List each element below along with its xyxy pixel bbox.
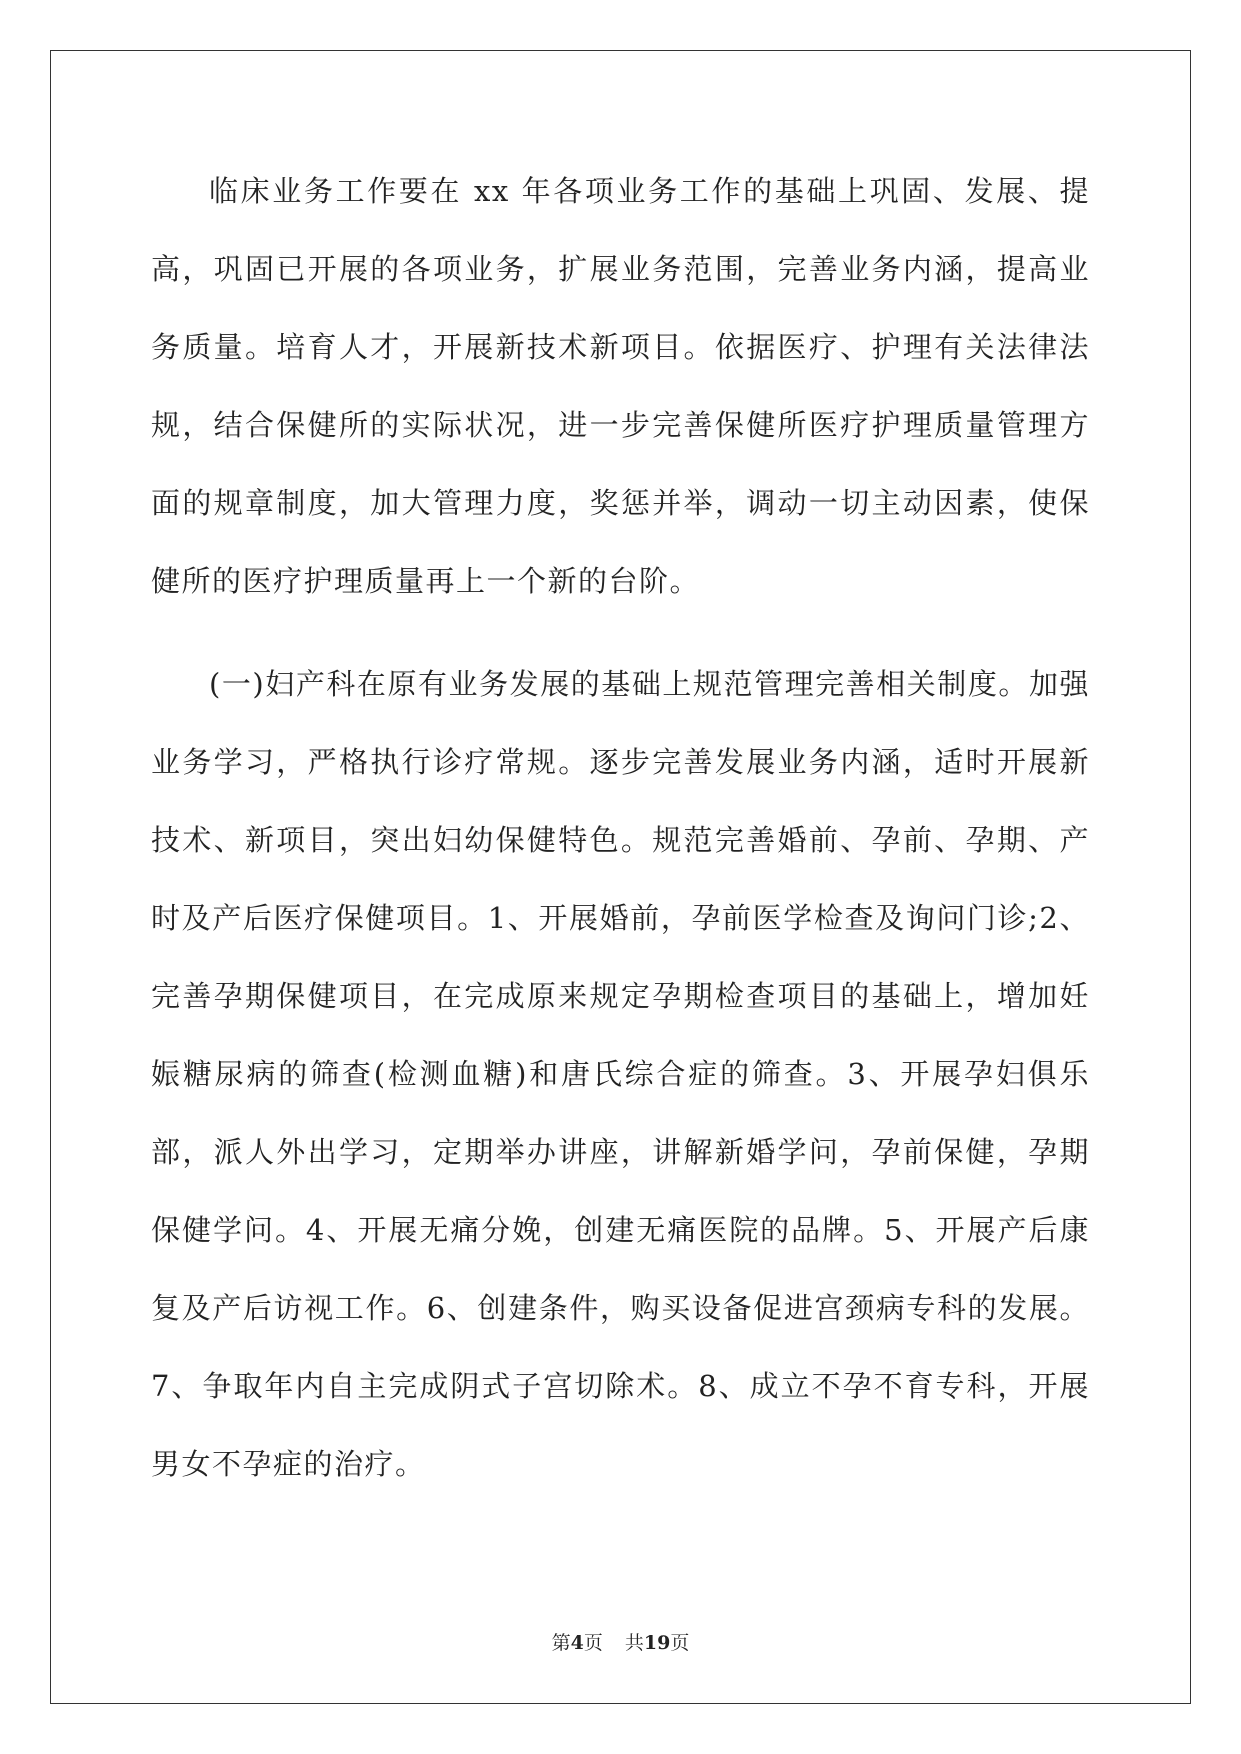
page-footer: [0, 1628, 1241, 1655]
page-prefix: 第: [551, 1632, 571, 1654]
body-paragraph-2: (一)妇产科在原有业务发展的基础上规范管理完善相关制度。加强业务学习，严格执行诊疗常规。逐步完善发展业务内涵，适时开展新技术、新项目，突出妇幼保健特色。规范完善婚前、孕前、孕期、产时及产后医疗保健项目。1、开展婚前，孕前医学检查及询问门诊;2、完善孕期保健项目，在完成原来规定孕期检查项目的基础上，增加妊娠糖尿病的筛查(检测血糖)和唐氏综合症的筛查。3、开展孕妇俱乐部，派人外出学习，定期举办讲座，讲解新婚学问，孕前保健，孕期保健学问。4、开展无痛分娩，创建无痛医院的品牌。5、开展产后康复及产后访视工作。6、创建条件，购买设备促进宫颈病专科的发展。7、争取年内自主完成阴式子宫切除术。8、成立不孕不育专科，开展男女不孕症的治疗。: [151, 667, 1090, 1481]
body-paragraph-1: 临床业务工作要在 xx 年各项业务工作的基础上巩固、发展、提高，巩固已开展的各项业务，扩展业务范围，完善业务内涵，提高业务质量。培育人才，开展新技术新项目。依据医疗、护理有关法律法规，结合保健所的实际状况，进一步完善保健所医疗护理质量管理方面的规章制度，加大管理力度，奖惩并举，调动一切主动因素，使保健所的医疗护理质量再上一个新的台阶。: [151, 174, 1090, 598]
page-suffix: 页: [583, 1632, 603, 1654]
current-page-number: 4: [570, 1632, 584, 1654]
total-pages-number: 19: [643, 1632, 671, 1654]
total-suffix: 页: [670, 1632, 690, 1654]
total-prefix: 共: [624, 1632, 644, 1654]
